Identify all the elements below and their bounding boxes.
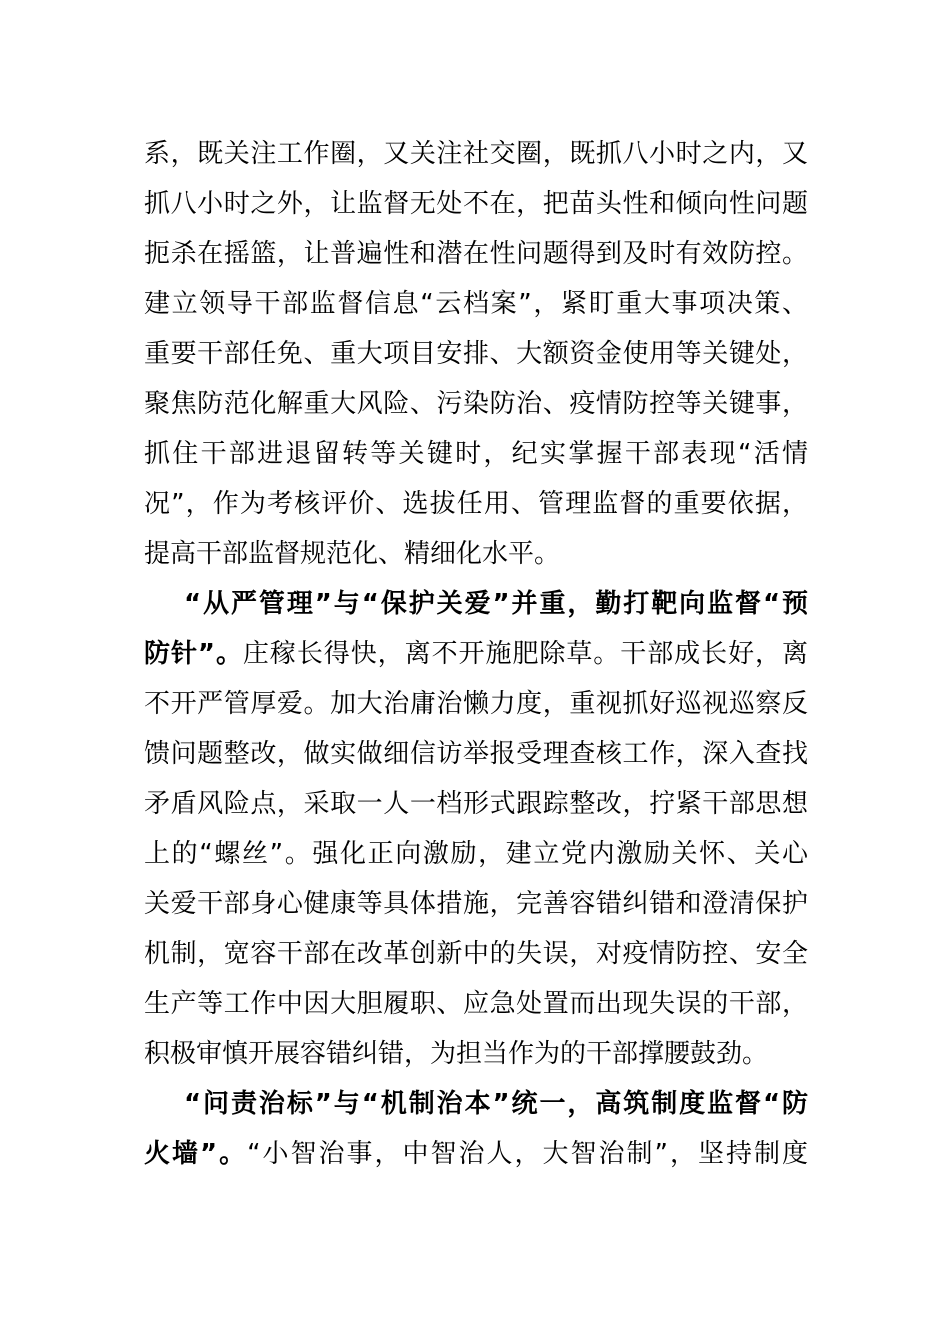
paragraph-line: 提高干部监督规范化、精细化水平。 [144,539,561,569]
paragraph-2 [144,579,808,1079]
paragraph-line: 机制，宽容干部在改革创新中的失误，对疫情防控、安全 [144,939,808,969]
paragraph-line [144,1129,808,1179]
paragraph-line: 关爱干部身心健康等具体措施，完善容错纠错和澄清保护 [144,889,808,919]
paragraph-line: 不开严管厚爱。加大治庸治懒力度，重视抓好巡视巡察反 [144,689,808,719]
paragraph-text: “小智治事，中智治人，大智治制”，坚持制度 [247,1139,808,1169]
body-text [144,129,808,1179]
paragraph-heading-end: 防针”。 [144,639,243,669]
paragraph-line: 建立领导干部监督信息“云档案”，紧盯重大事项决策、 [144,289,808,319]
paragraph-3 [144,1079,808,1179]
paragraph-1 [144,129,808,579]
paragraph-line: 抓住干部进退留转等关键时，纪实掌握干部表现“活情 [144,439,808,469]
paragraph-text: 庄稼长得快，离不开施肥除草。干部成长好，离 [242,639,808,669]
paragraph-line: 生产等工作中因大胆履职、应急处置而出现失误的干部， [144,989,808,1019]
paragraph-line: 馈问题整改，做实做细信访举报受理查核工作，深入查找 [144,739,808,769]
paragraph-line: 况”，作为考核评价、选拔任用、管理监督的重要依据， [144,489,808,519]
paragraph-line: 积极审慎开展容错纠错，为担当作为的干部撑腰鼓劲。 [144,1039,769,1069]
paragraph-heading-end: 火墙”。 [144,1139,248,1169]
paragraph-heading-line: “问责治标”与“机制治本”统一，高筑制度监督“防 [184,1089,808,1119]
paragraph-heading-line: “从严管理”与“保护关爱”并重，勤打靶向监督“预 [184,589,808,619]
paragraph-line [144,629,808,679]
paragraph-line: 上的“螺丝”。强化正向激励，建立党内激励关怀、关心 [144,839,808,869]
paragraph-line: 重要干部任免、重大项目安排、大额资金使用等关键处， [144,339,808,369]
paragraph-line: 扼杀在摇篮，让普遍性和潜在性问题得到及时有效防控。 [144,239,808,269]
paragraph-line: 系，既关注工作圈，又关注社交圈，既抓八小时之内，又 [144,139,808,169]
paragraph-line: 抓八小时之外，让监督无处不在，把苗头性和倾向性问题 [144,189,808,219]
paragraph-line: 聚焦防范化解重大风险、污染防治、疫情防控等关键事， [144,389,808,419]
paragraph-line: 矛盾风险点，采取一人一档形式跟踪整改，拧紧干部思想 [144,789,808,819]
